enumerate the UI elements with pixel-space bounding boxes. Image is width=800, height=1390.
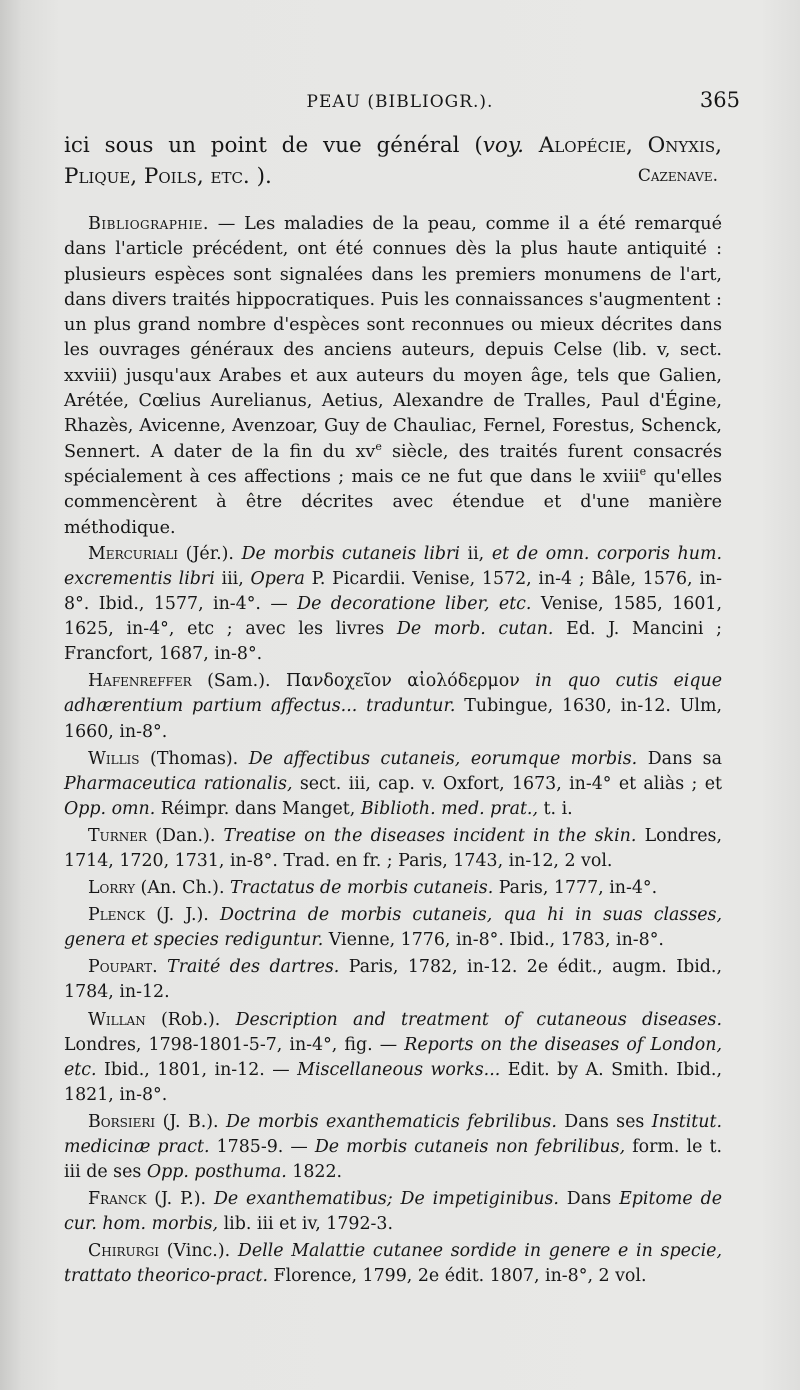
entry-text: Dans ses [556, 1111, 652, 1132]
entry-title: Tractatus de morbis cutaneis. [230, 878, 494, 899]
entry-title: Biblioth. med. prat., [360, 798, 538, 819]
entry-text: sect. iii, cap. v. Oxfort, 1673, in-4° et aliàs ; et [292, 773, 722, 794]
bibliography-label: Bibliographie. [88, 214, 209, 234]
entry-text: 1785-9. — [209, 1137, 315, 1158]
entry-text: Dans [558, 1189, 620, 1210]
bibliography-entry [64, 1239, 722, 1289]
entry-text: Ibid., 1801, in-12. — [96, 1059, 298, 1080]
intro-text-a: — Les maladies de la peau, comme il a été remarqué dans l'article précédent, ont été connues dès la plus haute antiquité : plusieurs espèces sont signalées dans les premiers monumens de l'art, dans divers traités hippocratiques. Puis les connaissances s'augmentent : un plus grand nombre d'espèces sont reconnues ou mieux décrites dans les ouvrages généraux des anciens auteurs, depuis Celse (lib. v, sect. xxviii) jusqu'aux Arabes et aux auteurs du moyen âge, tels que Galien, Arétée, Cœlius Aurelianus, Aetius, Alexandre de Tralles, Paul d'Égine, Rhazès, Avicenne, Avenzoar, Guy de Chauliac, Fernel, Forestus, Schenck, Sennert. A dater de la fin du xv [64, 214, 722, 462]
intro-text-c: qu'elles commencèrent à être décrites avec étendue et d'une manière méthodique. [64, 466, 722, 538]
bibliography-entry [64, 542, 722, 667]
bibliography-list [64, 542, 722, 1290]
entry-title: Miscellaneous works... [297, 1059, 501, 1080]
running-head [60, 88, 740, 118]
entry-title: De morb. cutan. [396, 619, 554, 640]
page-number: 365 [699, 88, 740, 112]
entry-text: (Jér.). [178, 543, 242, 564]
entry-text: iii, [214, 568, 251, 589]
entry-text: Londres, 1798-1801-5-7, in-4°, fig. — [64, 1034, 405, 1055]
entry-author-name: Hafenreffer [88, 671, 192, 692]
entry-title: De decoratione liber, etc. [297, 594, 532, 615]
entry-text: P. Picardii. Venise, 1572, in-4 ; Bâle, 1576, in-8°. Ibid., 1577, in-4°. — [64, 568, 722, 615]
entry-author-name: Borsieri [88, 1111, 156, 1132]
bibliography-entry [64, 1008, 722, 1108]
entry-title: De exanthematibus; De impetiginibus. [213, 1189, 559, 1210]
entry-author-name: Poupart [88, 957, 153, 978]
entry-text: Tubingue, 1630, in-12. Ulm, 1660, in-8°. [64, 696, 722, 742]
entry-author-name: Turner [88, 825, 148, 846]
running-title: PEAU (BIBLIOGR.). [306, 92, 494, 112]
entry-text: Edit. by A. Smith. Ibid., 1821, in-8°. [64, 1059, 722, 1105]
entry-text: (Dan.). [147, 825, 224, 846]
entry-text: Paris, 1777, in-4°. [493, 878, 658, 899]
intro-text-b: siècle, des traités furent consacrés spécialement à ces affections ; mais ce ne fut que dans le xviii [64, 441, 722, 487]
entry-title: Opp. omn. [64, 798, 156, 819]
bibliography-entry [64, 955, 722, 1005]
entry-author-name: Chirurgi [88, 1241, 160, 1262]
entry-title: De morbis cutaneis non febrilibus, [314, 1137, 626, 1158]
entry-title: Opp. posthuma. [146, 1162, 287, 1183]
entry-text: 1822. [286, 1162, 343, 1183]
bibliography-entry [64, 669, 722, 744]
bibliography-entry [64, 824, 722, 874]
bibliography-entry [64, 903, 722, 953]
entry-text: . [152, 957, 168, 978]
entry-text: Venise, 1585, 1601, 1625, in-4°, etc ; avec les livres [64, 594, 722, 640]
entry-title: Treatise on the diseases incident in the skin. [223, 825, 637, 846]
article-author: Cazenave. [637, 166, 718, 186]
entry-text: (An. Ch.). [135, 878, 231, 899]
entry-text: Vienne, 1776, in-8°. Ibid., 1783, in-8°. [323, 930, 664, 951]
lead-paragraph [64, 130, 722, 192]
cross-references: Alopécie, Onyxis, Plique, Poils, etc. ). [64, 133, 722, 189]
entry-title: Doctrina de morbis cutaneis, qua hi in suas classes, genera et species rediguntur. [64, 905, 722, 951]
entry-text: (J. P.). [146, 1189, 214, 1210]
bibliography-entry [64, 747, 722, 822]
entry-text: Paris, 1782, in-12. 2e édit., augm. Ibid., 1784, in-12. [64, 957, 722, 1003]
entry-text: lib. iii et iv, 1792-3. [218, 1214, 394, 1235]
entry-title: in quo cutis eique adhærentium partium affectus... traduntur. [64, 671, 722, 717]
entry-title: Traité des dartres. [167, 957, 340, 978]
entry-title: Description and treatment of cutaneous diseases. [235, 1009, 722, 1030]
entry-text: Florence, 1799, 2e édit. 1807, in-8°, 2 vol. [267, 1266, 647, 1287]
entry-title: Delle Malattie cutanee sordide in genere e in specie, trattato theorico-pract. [64, 1241, 722, 1287]
entry-title: Epitome de cur. hom. morbis, [64, 1189, 722, 1235]
entry-title: De morbis cutaneis libri [241, 543, 460, 564]
entry-text: form. le t. iii de ses [64, 1137, 722, 1183]
entry-author-name: Plenck [88, 905, 146, 926]
entry-title: De affectibus cutaneis, eorumque morbis. [248, 748, 638, 769]
entry-title: Opera [250, 568, 305, 589]
intro-sup-2: e [639, 465, 647, 479]
entry-title: De morbis exanthematicis febrilibus. [226, 1111, 557, 1132]
entry-author-name: Lorry [88, 878, 136, 899]
entry-text: Réimpr. dans Manget, [155, 798, 361, 819]
bibliography-intro [64, 212, 722, 541]
entry-text: (Sam.). Πανδοχεῖον αἰολόδερμον [191, 671, 536, 692]
entry-text: ii, [459, 543, 492, 564]
entry-text: Londres, 1714, 1720, 1731, in-8°. Trad. en fr. ; Paris, 1743, in-12, 2 vol. [64, 825, 722, 871]
entry-text: (Thomas). [139, 748, 249, 769]
bibliography-entry [64, 876, 722, 901]
entry-author-name: Willis [88, 748, 140, 769]
entry-text: (J. J.). [145, 905, 220, 926]
entry-title: Pharmaceutica rationalis, [64, 773, 293, 794]
entry-author-name: Franck [88, 1189, 147, 1210]
entry-text: (Vinc.). [159, 1241, 238, 1262]
entry-author-name: Mercuriali [88, 543, 179, 564]
lead-text: ici sous un point de vue général ( [64, 133, 483, 158]
entry-title: Reports on the diseases of London, etc. [64, 1034, 722, 1080]
entry-text: Dans sa [637, 748, 722, 769]
entry-title: Institut. medicinæ pract. [64, 1111, 723, 1158]
entry-text: (Rob.). [145, 1009, 236, 1030]
entry-title: et de omn. corporis hum. excrementis libri [64, 543, 722, 589]
page-body [64, 130, 722, 1292]
bibliography-entry [64, 1110, 722, 1185]
bibliography-entry [64, 1187, 722, 1237]
entry-text: (J. B.). [155, 1111, 227, 1132]
entry-text: Ed. J. Mancini ; Francfort, 1687, in-8°. [64, 619, 722, 665]
entry-text: t. i. [538, 798, 573, 819]
entry-author-name: Willan [88, 1009, 146, 1030]
intro-sup-1: e [375, 439, 382, 453]
voy-abbrev: voy. [482, 133, 524, 158]
